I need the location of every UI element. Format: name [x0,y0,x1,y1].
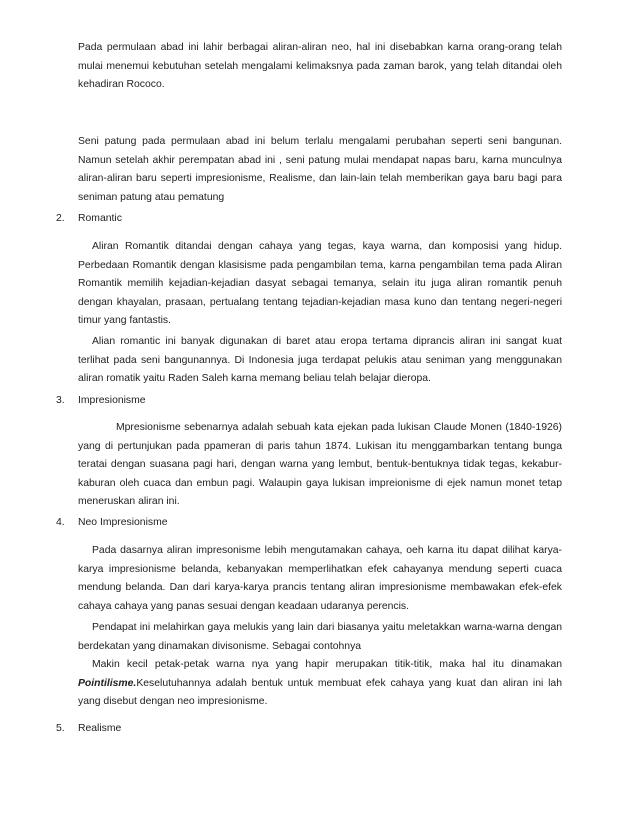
heading-label: Realisme [78,723,122,734]
heading-number: 2. [56,213,65,224]
heading-number: 5. [56,723,65,734]
paragraph-romantik-2: Alian romantic ini banyak digunakan di baret atau eropa tertama diprancis aliran ini sangat kuat terlihat pada seni bangunannya. Di Indonesia juga terdapat pelukis atau seniman yang menggunakan aliran romatik yaitu Raden Saleh karna memang beliau telah belajar dieropa. [78,336,562,385]
paragraph-text: Keselutuhannya adalah bentuk untuk membuat efek cahaya yang kuat dan aliran ini lah yang disebut dengan neo impresionisme. [78,677,562,708]
paragraph-neo-1: Pada dasarnya aliran impresonisme lebih mengutamakan cahaya, oeh karna itu dapat dilihat karya-karya impresionisme belanda, kebanyakan memperlihatkan efek cahayanya mendung seperti cuaca mendung belanda. Dan dari karya-karya prancis tentang aliran impresionisme membawakan efek-efek cahaya cahaya yang panas sesuai dengan keadaan udaranya perencis. [78,545,562,612]
heading-label: Impresionisme [78,395,146,406]
heading-label: Romantic [78,213,122,224]
paragraph-neo-2: Pendapat ini melahirkan gaya melukis yang lain dari biasanya yaitu meletakkan warna-warna dengan berdekatan yang dinamakan divisonisme. Sebagai contohnya [78,622,562,652]
heading-romantic [56,210,122,228]
heading-realisme [56,720,121,738]
paragraph-neo-3 [78,656,562,712]
paragraph-seni-patung: Seni patung pada permulaan abad ini belum terlalu mengalami perubahan seperti seni bangunan. Namun setelah akhir perempatan abad ini , seni patung mulai mendapat napas baru, karna munculnya aliran-aliran baru seperti impresionisme, Realisme, dan lain-lain telah memberikan gaya baru bagi para seniman patung atau pematung [78,136,562,203]
heading-number: 4. [56,517,65,528]
paragraph-romantik-1: Aliran Romantik ditandai dengan cahaya yang tegas, kaya warna, dan komposisi yang hidup. Perbedaan Romantik dengan klasisisme pada pengambilan tema, karna pengambilan tema pada Aliran Romantik memilih kejadian-kejadian dasyat sebagai temanya, selain itu juga aliran romantik penuh dengan khayalan, prasaan, pertualang tentang tejadian-kejadian masa kuno dan tentang negeri-negeri timur yang fantastis. [78,241,562,327]
heading-neo-impresionisme [56,514,168,532]
pointilisme-term: Pointilisme. [78,677,137,689]
paragraph-impresionisme: Mpresionisme sebenarnya adalah sebuah kata ejekan pada lukisan Claude Monen (1840-1926) yang di pertunjukan pada ppameran di paris tahun 1874. Lukisan itu menggambarkan tentang bunga teratai dengan suasana pagi hari, dengan warna yang lembut, bentuk-bentuknya tidak tegas, kekabur-kaburan oleh cuaca dan embun pagi. Walaupin gaya lukisan impreionisme di ejek namun monet tetap meneruskan aliran ini. [78,422,562,508]
heading-impresionisme [56,392,146,410]
paragraph-text: Makin kecil petak-petak warna nya yang hapir merupakan titik-titik, maka hal itu dinamakan [92,659,562,670]
heading-label: Neo Impresionisme [78,517,168,528]
heading-number: 3. [56,395,65,406]
paragraph-neo-intro: Pada permulaan abad ini lahir berbagai aliran-aliran neo, hal ini disebabkan karna orang-orang telah mulai menemui kebutuhan setelah mengalami kelimaksnya pada zaman barok, yang telah ditandai oleh kehadiran Rococo. [78,42,562,91]
